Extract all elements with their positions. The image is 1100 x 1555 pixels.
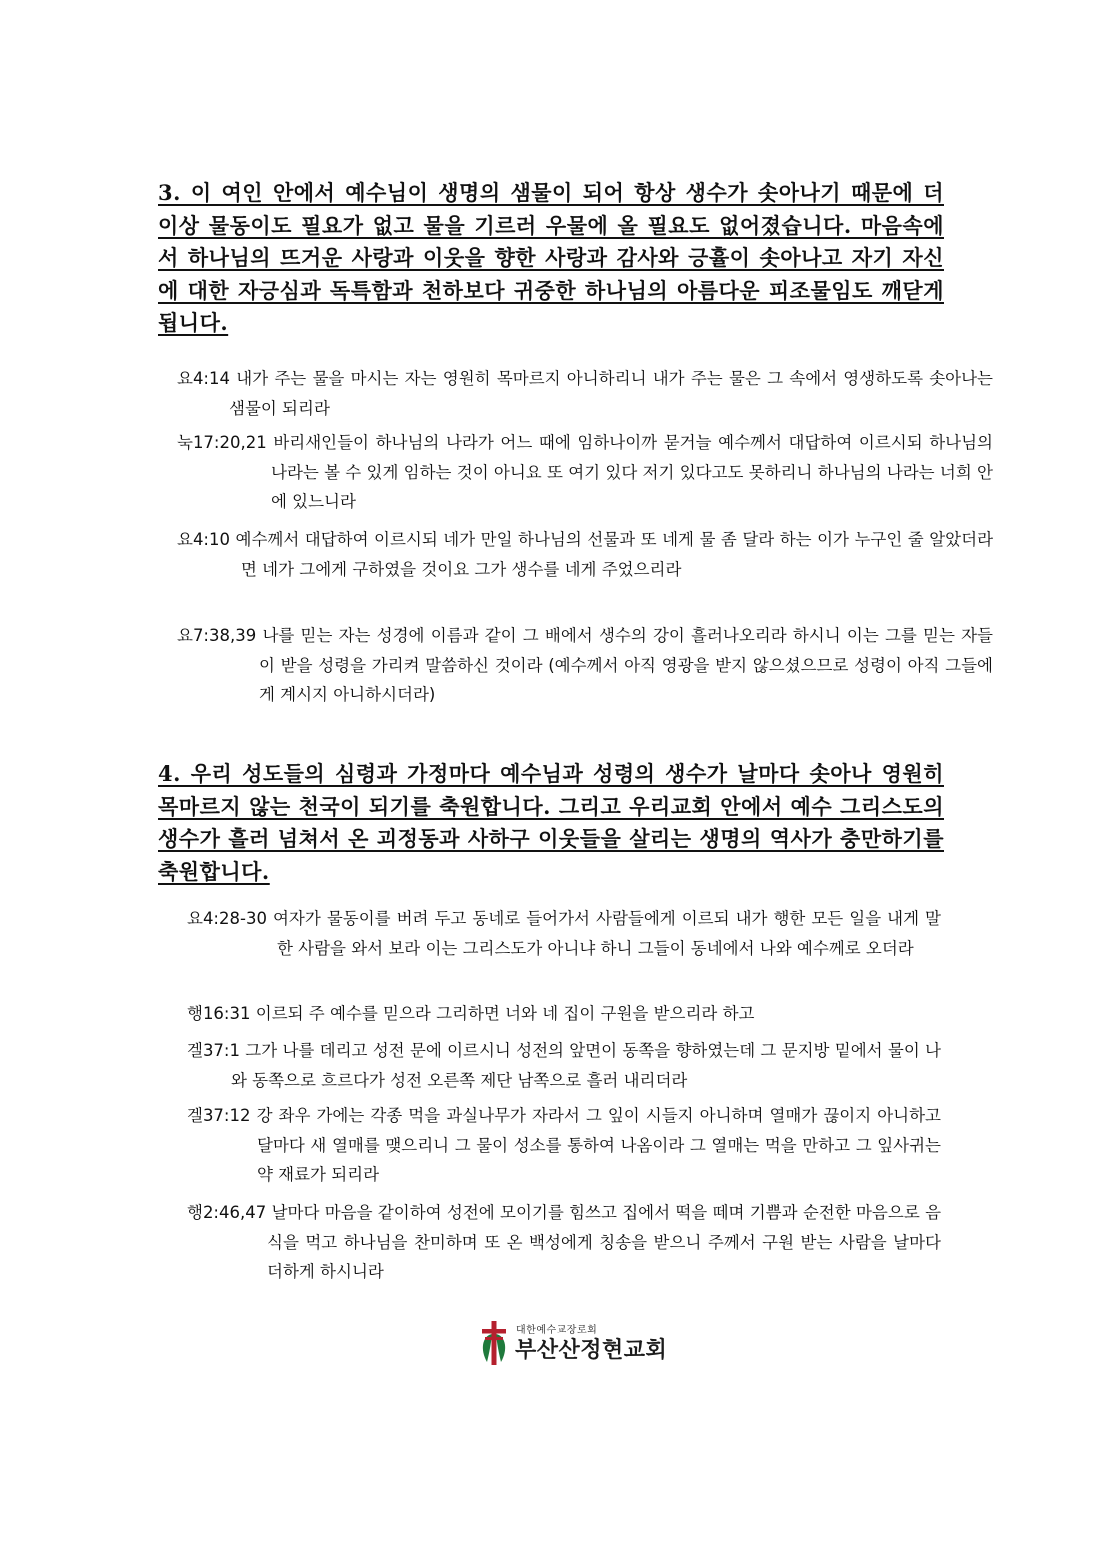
verse-text: 나를 믿는 자는 성경에 이름과 같이 그 배에서 생수의 강이 흘러나오리라 하시니 이는 그를 믿는 자들이 받을 성령을 가리켜 말씀하신 것이라 (예수께서 아직 영광을 받지 않으셨으므로 성령이 아직 그들에게 계시지 아니하시더라) xyxy=(259,626,993,704)
verse-item xyxy=(187,1198,941,1287)
verse-reference: 행2:46,47 xyxy=(187,1203,267,1222)
verse-item xyxy=(187,1101,941,1190)
verse-reference: 요4:28-30 xyxy=(187,909,267,928)
verse-text: 강 좌우 가에는 각종 먹을 과실나무가 자라서 그 잎이 시들지 아니하며 열매가 끊이지 아니하고 달마다 새 열매를 맺으리니 그 물이 성소를 통하여 나옴이라 그 열매는 먹을 만하고 그 잎사귀는 약 재료가 되리라 xyxy=(256,1106,941,1184)
verse-reference: 요4:14 xyxy=(177,369,230,388)
section-4-heading: 4. 우리 성도들의 심령과 가정마다 예수님과 성령의 생수가 날마다 솟아나 영원히 목마르지 않는 천국이 되기를 축원합니다. 그리고 우리교회 안에서 예수 그리스도의 생수가 흘러 넘쳐서 온 괴정동과 사하구 이웃들을 살리는 생명의 역사가 충만하기를 축원합니다. xyxy=(158,761,944,884)
verse-item xyxy=(177,621,993,710)
verse-item xyxy=(177,428,993,517)
verse-item xyxy=(177,364,993,423)
verse-item xyxy=(187,1036,941,1095)
section-3-heading: 3. 이 여인 안에서 예수님이 생명의 샘물이 되어 항상 생수가 솟아나기 때문에 더 이상 물동이도 필요가 없고 물을 기르러 우물에 올 필요도 없어졌습니다. 마음속에서 하나님의 뜨거운 사랑과 이웃을 향한 사랑과 감사와 긍휼이 솟아나고 자기 자신에 대한 자긍심과 독특함과 천하보다 귀중한 하나님의 아름다운 피조물임도 깨닫게 됩니다. xyxy=(158,180,944,335)
verse-reference: 행16:31 xyxy=(187,1004,251,1023)
verse-text: 바리새인들이 하나님의 나라가 어느 때에 임하나이까 묻거늘 예수께서 대답하여 이르시되 하나님의 나라는 볼 수 있게 임하는 것이 아니요 또 여기 있다 저기 있다고도 못하리니 하나님의 나라는 너희 안에 있느니라 xyxy=(271,433,994,511)
verse-text: 내가 주는 물을 마시는 자는 영원히 목마르지 아니하리니 내가 주는 물은 그 속에서 영생하도록 솟아나는 샘물이 되리라 xyxy=(229,369,993,418)
cross-leaf-icon xyxy=(478,1320,510,1366)
verse-item xyxy=(177,525,993,584)
logo-subtitle: 대한예수교장로회 xyxy=(516,1325,598,1336)
verse-text: 예수께서 대답하여 이르시되 네가 만일 하나님의 선물과 또 네게 물 좀 달라 하는 이가 누구인 줄 알았더라면 네가 그에게 구하였을 것이요 그가 생수를 네게 주었으리라 xyxy=(235,530,994,579)
verse-text: 여자가 물동이를 버려 두고 동네로 들어가서 사람들에게 이르되 내가 행한 모든 일을 내게 말한 사람을 와서 보라 이는 그리스도가 아니냐 하니 그들이 동네에서 나와 예수께로 오더라 xyxy=(272,909,941,958)
logo-name: 부산산정현교회 xyxy=(515,1338,668,1363)
verse-reference: 겔37:1 xyxy=(187,1041,240,1060)
verse-item xyxy=(187,904,941,963)
church-logo xyxy=(478,1320,678,1366)
verse-item xyxy=(187,999,941,1029)
verse-reference: 요4:10 xyxy=(177,530,230,549)
verse-reference: 요7:38,39 xyxy=(177,626,257,645)
verse-text: 날마다 마음을 같이하여 성전에 모이기를 힘쓰고 집에서 떡을 떼며 기쁨과 순전한 마음으로 음식을 먹고 하나님을 찬미하며 또 온 백성에게 칭송을 받으니 주께서 구원 받는 사람을 날마다 더하게 하시니라 xyxy=(267,1203,942,1281)
verse-text: 그가 나를 데리고 성전 문에 이르시니 성전의 앞면이 동쪽을 향하였는데 그 문지방 밑에서 물이 나와 동쪽으로 흐르다가 성전 오른쪽 제단 남쪽으로 흘러 내리더라 xyxy=(231,1041,941,1090)
verse-reference: 겔37:12 xyxy=(187,1106,251,1125)
verse-reference: 눅17:20,21 xyxy=(177,433,267,452)
verse-text: 이르되 주 예수를 믿으라 그리하면 너와 네 집이 구원을 받으리라 하고 xyxy=(255,1004,755,1023)
